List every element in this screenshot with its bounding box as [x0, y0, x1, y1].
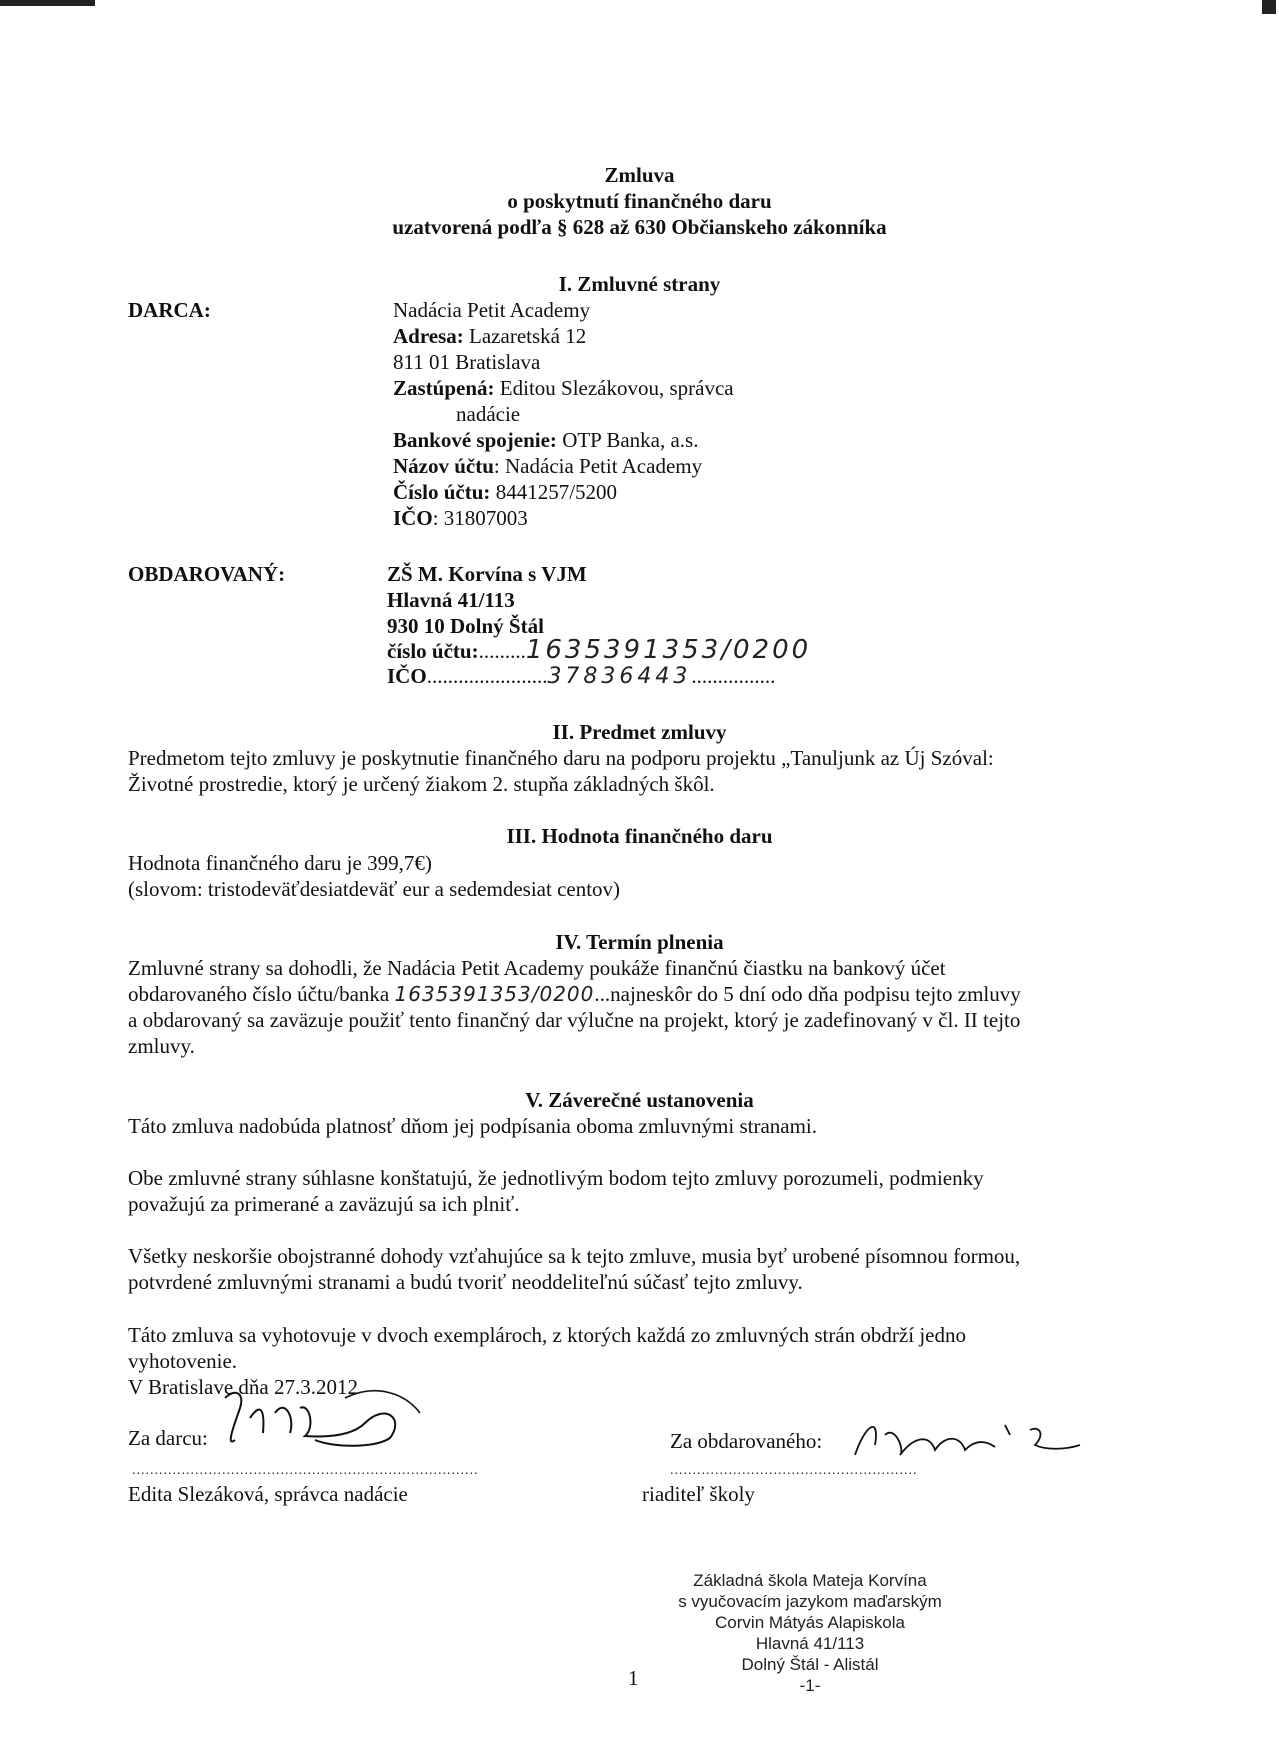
section-3-body [128, 850, 1146, 902]
section-5-para-2-line-1: Obe zmluvné strany súhlasne konštatujú, že jednotlivým bodom tejto zmluvy porozumeli, podmienky [128, 1166, 984, 1190]
donor-address: Lazaretská 12 [463, 324, 587, 348]
document-subtitle: o poskytnutí finančného daru [507, 189, 772, 213]
donor-label: DARCA: [128, 298, 211, 322]
document-legal-basis: uzatvorená podľa § 628 až 630 Občianskeho zákonníka [392, 215, 887, 239]
stamp-line-5: Dolný Štál - Alistál [741, 1655, 879, 1674]
recipient-acc-label: číslo účtu: [387, 639, 479, 663]
donor-rep-cont: nadácie [456, 402, 521, 426]
recipient-signature-label: Za obdarovaného: [670, 1429, 823, 1453]
donor-acc-name-label: Názov účtu [393, 454, 494, 478]
page-number: 1 [628, 1666, 639, 1690]
donor-ico-row [393, 505, 528, 531]
section-5-para-3 [128, 1243, 1146, 1295]
recipient-acc-row [387, 637, 811, 664]
section-2-line-2: Životné prostredie, ktorý je určený žiakom 2. stupňa základných škôl. [128, 772, 715, 796]
donor-address-row [393, 323, 586, 349]
donor-bank-row [393, 427, 698, 453]
donor-name: Nadácia Petit Academy [393, 298, 591, 322]
section-5-para-3-line-2: potvrdené zmluvnými stranami a budú tvoriť neoddeliteľnú súčasť tejto zmluvy. [128, 1270, 803, 1294]
section-4-heading: IV. Termín plnenia [555, 930, 724, 954]
recipient-ico-label: IČO [387, 664, 427, 688]
section-4-line-2b: ...najneskôr do 5 dní odo dňa podpisu tejto zmluvy [594, 982, 1021, 1006]
section-2-line-1: Predmetom tejto zmluvy je poskytnutie finančného daru na podporu projektu „Tanuljunk az Új Szóval: [128, 746, 994, 770]
recipient-ico-dots: ....................... [426, 664, 548, 688]
stamp-line-3: Corvin Mátyás Alapiskola [715, 1613, 905, 1632]
school-stamp [610, 1570, 1010, 1696]
donor-acc-name-row [393, 453, 702, 479]
section-3-line-1: Hodnota finančného daru je 399,7€) [128, 851, 432, 875]
section-5-para-4-line-2: vyhotovenie. [128, 1349, 238, 1373]
section-1-heading: I. Zmluvné strany [558, 272, 721, 296]
scan-mark-top-right [1262, 0, 1276, 14]
section-3-heading: III. Hodnota finančného daru [506, 824, 773, 848]
stamp-line-4: Hlavná 41/113 [755, 1634, 865, 1653]
document-title-block [0, 162, 1279, 240]
section-5-para-2-line-2: považujú za primerané a zaväzujú sa ich plniť. [128, 1192, 520, 1216]
donor-address-label: Adresa: [393, 324, 464, 348]
recipient-ico-dots-after: ................ [691, 664, 776, 688]
section-2-heading: II. Predmet zmluvy [552, 720, 727, 744]
section-4-body [128, 955, 1146, 1059]
donor-acc-name: : Nadácia Petit Academy [493, 454, 703, 478]
recipient-ico-row [387, 663, 775, 690]
donor-ico-label: IČO [393, 506, 433, 530]
donor-city: 811 01 Bratislava [393, 350, 541, 374]
section-5-para-1: Táto zmluva nadobúda platnosť dňom jej podpísania oboma zmluvnými stranami. [128, 1114, 818, 1138]
section-4-line-2 [128, 981, 1146, 1007]
section-4-line-2a: obdarovaného číslo účtu/banka [128, 982, 395, 1006]
recipient-name: ZŠ M. Korvína s VJM [387, 562, 587, 586]
donor-acc-no: 8441257/5200 [490, 480, 618, 504]
document-title: Zmluva [604, 163, 675, 187]
donor-acc-no-label: Číslo účtu: [393, 480, 491, 504]
donor-signatory-name: Edita Slezáková, správca nadácie [128, 1482, 408, 1506]
donor-rep: Editou Slezákovou, správca [494, 376, 734, 400]
recipient-street: Hlavná 41/113 [387, 588, 515, 612]
section-5-para-3-line-1: Všetky neskoršie obojstranné dohody vzťahujúce sa k tejto zmluve, musia byť urobené písomnou formou, [128, 1244, 1021, 1268]
donor-signature-line: ............................................................................. [132, 1463, 479, 1478]
donor-signature-image [205, 1378, 435, 1458]
donor-acc-no-row [393, 479, 617, 505]
donor-ico: : 31807003 [432, 506, 528, 530]
section-5-heading: V. Záverečné ustanovenia [525, 1088, 754, 1112]
stamp-line-1: Základná škola Mateja Korvína [693, 1571, 927, 1590]
section-4-line-3: a obdarovaný sa zaväzuje použiť tento finančný dar výlučne na projekt, ktorý je zadefinovaný v čl. II tejto [128, 1008, 1021, 1032]
donor-bank: OTP Banka, a.s. [556, 428, 699, 452]
stamp-line-2: s vyučovacím jazykom maďarským [678, 1592, 942, 1611]
donor-signature-label: Za darcu: [128, 1426, 208, 1450]
donor-rep-row [393, 375, 734, 401]
recipient-label: OBDAROVANÝ: [128, 562, 286, 586]
recipient-acc-dots: ......... [478, 639, 526, 663]
section-4-line-1: Zmluvné strany sa dohodli, že Nadácia Petit Academy poukáže finančnú čiastku na bankový účet [128, 956, 946, 980]
stamp-line-6: -1- [799, 1676, 821, 1695]
donor-rep-label: Zastúpená: [393, 376, 495, 400]
section-5-para-2 [128, 1165, 1146, 1217]
recipient-signature-line: ....................................................... [670, 1463, 918, 1478]
recipient-signatory-role: riaditeľ školy [642, 1482, 755, 1506]
donor-bank-label: Bankové spojenie: [393, 428, 557, 452]
section-2-body [128, 745, 1146, 797]
section-4-line-4: zmluvy. [128, 1034, 195, 1058]
section-5-para-4 [128, 1322, 1146, 1374]
scan-mark-top-left [0, 0, 95, 6]
recipient-acc-handwritten: 1635391353/0200 [525, 635, 812, 665]
place-date: V Bratislave dňa 27.3.2012 [128, 1375, 358, 1399]
section-4-acc-handwritten: 1635391353/0200 [394, 982, 595, 1006]
recipient-city: 930 10 Dolný Štál [387, 614, 544, 638]
section-5-para-4-line-1: Táto zmluva sa vyhotovuje v dvoch exemplároch, z ktorých každá zo zmluvných strán obdrží jedno [128, 1323, 966, 1347]
section-3-line-2: (slovom: tristodeväťdesiatdeväť eur a sedemdesiat centov) [128, 877, 621, 901]
recipient-ico-handwritten: 37836443 [547, 664, 692, 689]
recipient-signature-image [845, 1405, 1085, 1465]
